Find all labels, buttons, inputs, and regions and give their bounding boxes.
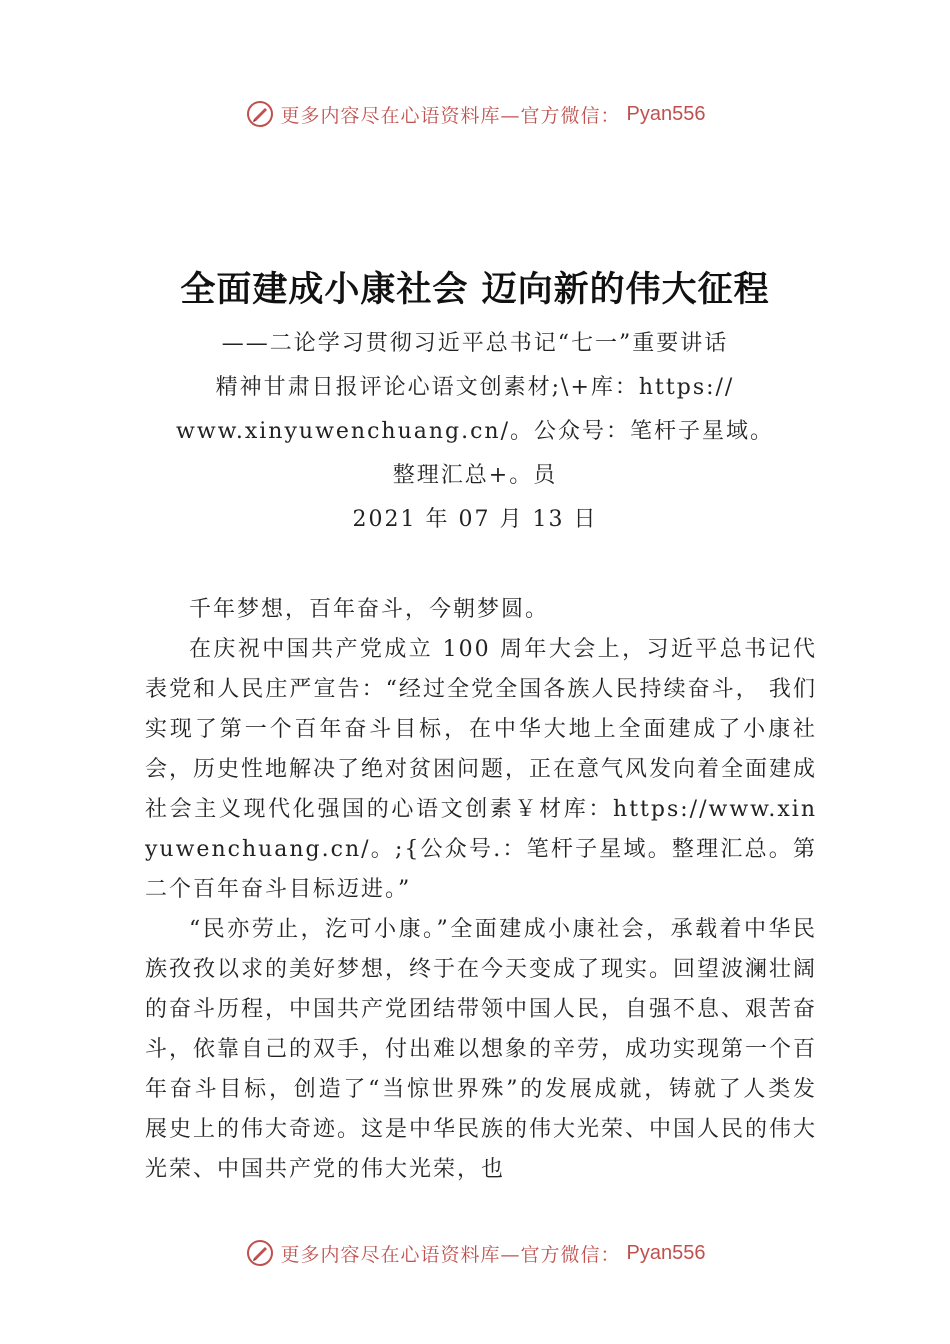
body-paragraph: “民亦劳止，汔可小康。”全面建成小康社会，承载着中华民族孜孜以求的美好梦想，终于在今天变成了现实。回望波澜壮阔的奋斗历程，中国共产党团结带领中国人民，自强不息、艰苦奋斗，依靠自己的双手，付出难以想象的辛劳，成功实现第一个百年奋斗目标，创造了“当惊世界殊”的发展成就，铸就了人类发展史上的伟大奇迹。这是中华民族的伟大光荣、中国人民的伟大光荣、中国共产党的伟大光荣，也 [145,917,818,1182]
subtitle-line: ——二论学习贯彻习近平总书记“七一”重要讲话 [221,331,729,356]
banner-text: 更多内容尽在心语资料库—官方微信： [280,1243,621,1266]
article-body [145,590,817,1190]
body-paragraph: 在庆祝中国共产党成立 100 周年大会上，习近平总书记代表党和人民庄严宣告：“经过全党全国各族人民持续奋斗， 我们实现了第一个百年奋斗目标，在中华大地上全面建成了小康社会，历史性地解决了绝对贫困问题，正在意气风发向着全面建成社会主义现代化强国的心语文创素￥材库：https://www.xinyuwenchuang.cn/。;{公众号.：笔杆子星域。整理汇总。第二个百年奋斗目标迈进。” [145,637,818,902]
subtitle-block [100,322,850,542]
banner-wechat-id: Pyan556 [626,1241,706,1264]
pen-logo-icon [245,1238,275,1268]
subtitle-line: www.xinyuwenchuang.cn/。公众号：笔杆子星域。 [175,419,775,444]
pen-logo-icon [245,99,275,129]
document-title: 全面建成小康社会 迈向新的伟大征程 [180,270,770,310]
banner-text: 更多内容尽在心语资料库—官方微信： [280,104,621,127]
banner-wechat-id: Pyan556 [626,102,706,125]
footer-banner [0,1233,950,1273]
publish-date: 2021 年 07 月 13 日 [352,507,598,532]
subtitle-line: 整理汇总+。员 [392,463,558,488]
body-paragraph: 千年梦想，百年奋斗，今朝梦圆。 [189,597,550,622]
subtitle-line: 精神甘肃日报评论心语文创素材;\+库：https:// [215,375,735,400]
header-banner [0,94,950,134]
